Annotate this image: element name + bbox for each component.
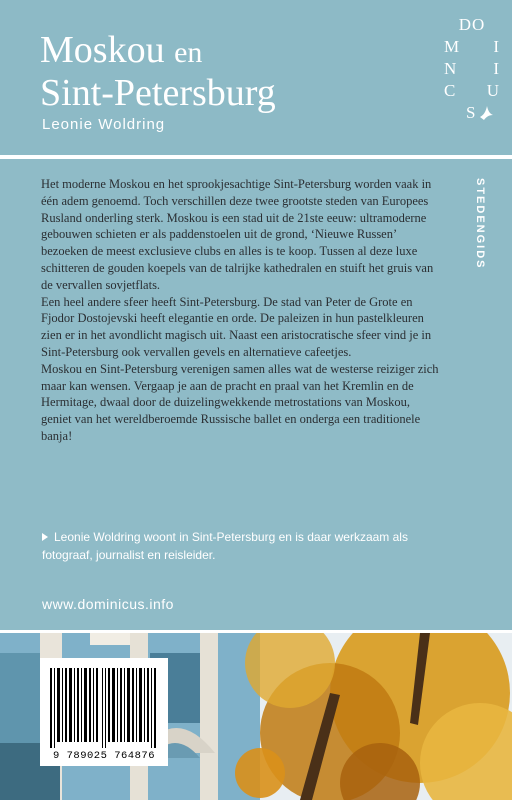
logo-row-4 <box>444 80 500 102</box>
logo-letter: I <box>493 59 500 78</box>
blurb-paragraph-1: Het moderne Moskou en het sprookjesachtige Sint-Petersburg worden vaak in één adem genoemd. Toch verschillen deze twee grootste steden van Europees Rusland onderling sterk. Moskou is een stad uit de 21ste eeuw: ultramoderne gebouwen schieten er als paddenstoelen uit de grond, ‘Nieuwe Russen’ bezoeken de meest exclusieve clubs en alles is te koop. Tussen al deze luxe schitteren de gouden koepels van de talrijke kathedralen en stuift het gruis van de vervallen sovjetflats. <box>41 177 434 292</box>
blurb-paragraph-3: Moskou en Sint-Petersburg verenigen samen alles wat de westerse reiziger zich maar kan wensen. Vergaap je aan de pracht en praal van het Kremlin en de Hermitage, dwaal door de duizelingwekkende metrostations van Moskou, geniet van het wereldberoemde Russische ballet en onderga een traditionele banja! <box>41 361 439 443</box>
author-bio <box>42 528 442 564</box>
blurb-text <box>41 176 441 445</box>
barcode <box>40 658 168 766</box>
triangle-bullet-icon <box>42 533 48 541</box>
logo-row-1: DO <box>458 15 486 34</box>
logo-letter: M <box>444 37 461 56</box>
barcode-number: 9 789025 764876 <box>52 750 155 762</box>
barcode-bars <box>50 668 158 748</box>
publisher-logo <box>444 14 500 124</box>
author-bio-text: Leonie Woldring woont in Sint-Petersburg en is daar werkzaam als fotograaf, journalist en reisleider. <box>42 530 408 562</box>
title-en: en <box>174 36 203 69</box>
logo-letter: U <box>486 81 500 100</box>
book-title <box>40 30 276 113</box>
logo-letter: I <box>493 37 500 56</box>
bird-icon <box>478 105 494 121</box>
title-line2: Sint-Petersburg <box>40 72 276 114</box>
blurb-paragraph-2: Een heel andere sfeer heeft Sint-Petersburg. De stad van Peter de Grote en Fjodor Dostojevski heeft elegantie en orde. De paleizen in hun pastelkleuren zien er in het avondlicht magisch uit. Naast een aristocratische sfeer vind je in Sint-Petersburg ook vervallen gevels en alternatieve cafeetjes. <box>41 294 432 359</box>
author-name: Leonie Woldring <box>42 116 166 133</box>
logo-row-2 <box>444 36 500 58</box>
title-line1: Moskou <box>40 29 165 71</box>
series-label: STEDENGIDS <box>474 178 486 270</box>
publisher-url: www.dominicus.info <box>42 596 174 612</box>
logo-row-3 <box>444 58 500 80</box>
logo-letter: N <box>444 59 458 78</box>
logo-letter: S <box>466 103 477 122</box>
logo-letter: C <box>444 81 457 100</box>
logo-row-5 <box>466 102 500 124</box>
